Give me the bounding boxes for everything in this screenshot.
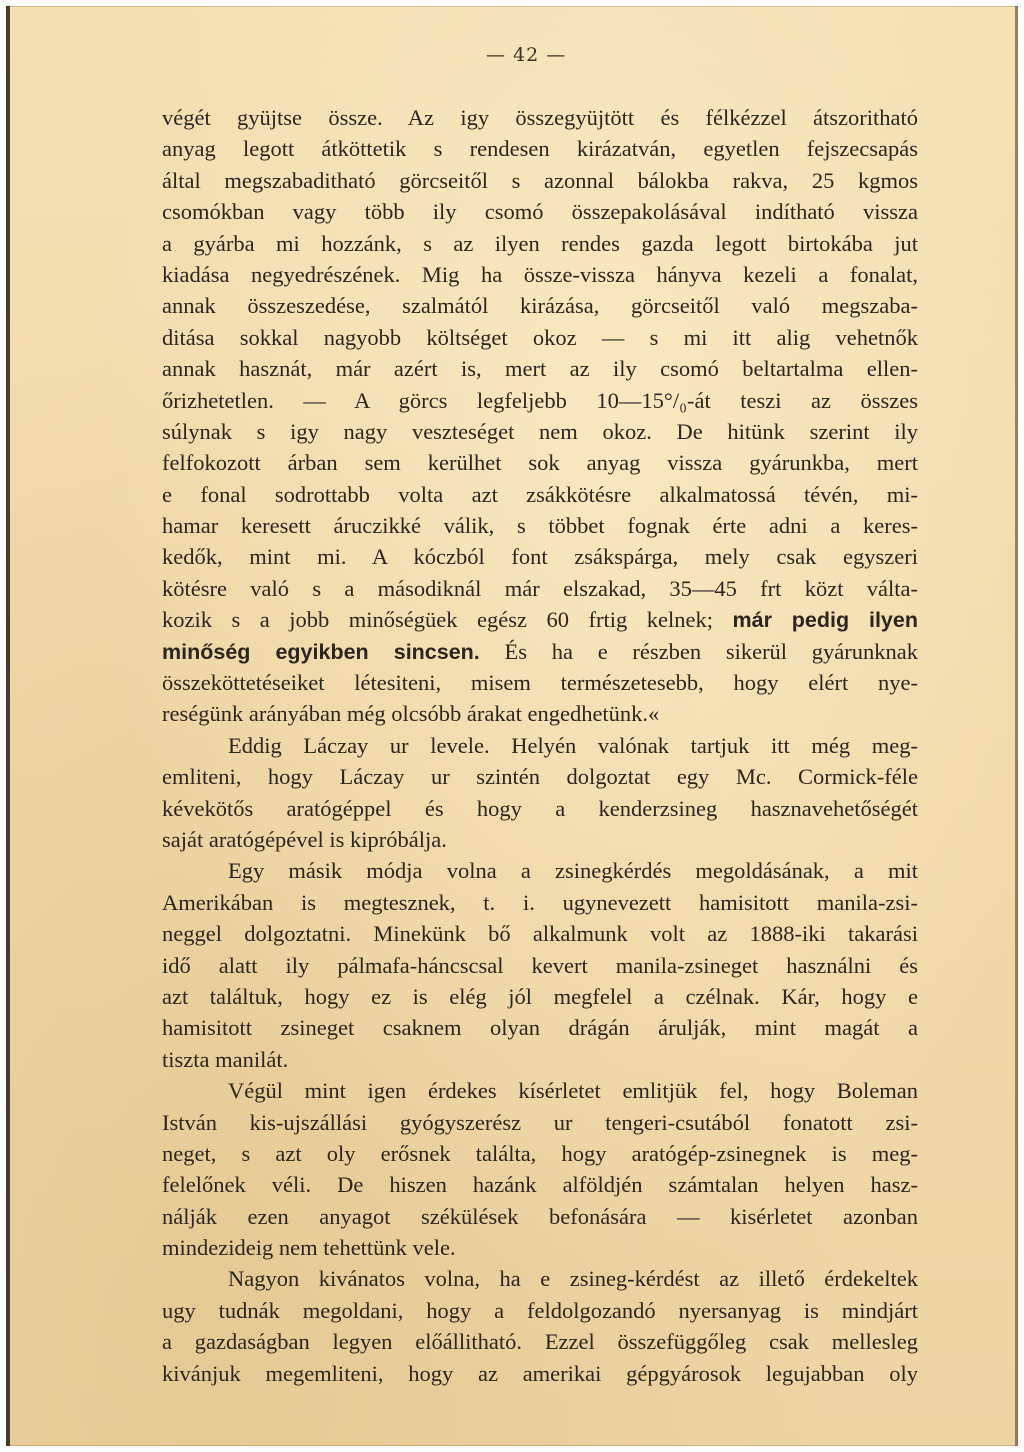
text-line: mindezideig nem tehettünk vele. <box>162 1235 456 1261</box>
text-line: Amerikában is megtesznek, t. i. ugynevezett hamisitott manila-zsi- <box>162 889 918 915</box>
text-run: És ha e részben sikerül gyárunknak <box>479 638 918 664</box>
text-line: István kis-ujszállási gyógyszerész ur tengeri-csutából fonatott zsi- <box>162 1109 918 1135</box>
text-line: kévekötős aratógéppel és hogy a kenderzsineg hasznavehetőségét <box>162 795 918 821</box>
text-line: annak hasznát, már azért is, mert az ily csomó beltartalma ellen- <box>162 356 918 382</box>
text-line: kiadása negyedrészének. Mig ha össze-vissza hányva kezeli a fonalat, <box>162 261 918 287</box>
page-number: — 42 — <box>486 44 567 66</box>
text-line: Eddig Láczay ur levele. Helyén valónak tartjuk itt még meg- <box>228 732 918 758</box>
text-line: felfokozott árban sem kerülhet sok anyag vissza gyárunkba, mert <box>162 450 918 476</box>
text-line: kedők, mint mi. A kóczból font zsákspárga, mely csak egyszeri <box>162 544 918 570</box>
text-line: csomókban vagy több ily csomó összepakolásával indítható vissza <box>162 199 918 225</box>
text-line: összeköttetéseiket létesiteni, misem természetesebb, hogy elért nye- <box>162 670 918 696</box>
text-line: által megszabaditható görcseitől s azonnal bálokba rakva, 25 kgmos <box>162 167 918 193</box>
text-line: annak összeszedése, szalmától kirázása, görcseitől való megszaba- <box>162 293 918 319</box>
text-line: kivánjuk megemliteni, hogy az amerikai gépgyárosok legujabban oly <box>162 1360 918 1386</box>
paragraph <box>162 1075 918 1263</box>
text-line: őrizhetetlen. — A görcs legfeljebb 10—15°/₀-át teszi az összes <box>162 387 918 413</box>
text-line: a gazdaságban legyen előállitható. Ezzel összefüggőleg csak mellesleg <box>162 1329 918 1355</box>
text-line: e fonal sodrottabb volta azt zsákkötésre alkalmatossá tévén, mi- <box>162 481 918 507</box>
bold-text-run: minőség egyikben sincsen. <box>162 639 480 664</box>
text-run: kozik s a jobb minőségüek egész 60 frtig kelnek; <box>162 607 733 633</box>
paragraph <box>162 102 918 730</box>
text-line-mixed <box>162 604 918 635</box>
text-line: emliteni, hogy Láczay ur szintén dolgoztat egy Mc. Cormick-féle <box>162 764 918 790</box>
page-edge-right <box>1015 6 1018 1446</box>
text-line: Végül mint igen érdekes kísérletet emlitjük fel, hogy Boleman <box>228 1078 918 1104</box>
text-line: idő alatt ily pálmafa-háncscsal kevert manila-zsineget használni és <box>162 952 918 978</box>
text-line: ugy tudnák megoldani, hogy a feldolgozandó nyersanyag is mindjárt <box>162 1297 918 1323</box>
body-text <box>162 102 918 1389</box>
bold-text-run: már pedig ilyen <box>732 608 918 633</box>
paragraph <box>162 1263 918 1389</box>
text-line: hamar keresett áruczikké válik, s többet fognak érte adni a keres- <box>162 513 918 539</box>
text-line: felelőnek véli. De hiszen hazánk alföldjén számtalan helyen hasz- <box>162 1172 918 1198</box>
text-line: súlynak s igy nagy veszteséget nem okoz. De hitünk szerint ily <box>162 418 918 444</box>
text-line: saját aratógépével is kipróbálja. <box>162 826 447 852</box>
text-line: reségünk arányában még olcsóbb árakat engedhetünk.« <box>162 701 660 727</box>
paragraph <box>162 855 918 1075</box>
text-line: hamisitott zsineget csaknem olyan drágán árulják, mint magát a <box>162 1015 918 1041</box>
text-line: kötésre való s a másodiknál már elszakad, 35—45 frt közt válta- <box>162 575 918 601</box>
text-line: ditása sokkal nagyobb költséget okoz — s mi itt alig vehetnők <box>162 324 918 350</box>
paragraph <box>162 730 918 856</box>
text-line: nálják ezen anyagot székülések befonására — kisérletet azonban <box>162 1203 918 1229</box>
text-line-mixed <box>162 636 918 667</box>
text-line: neget, s azt oly erősnek találta, hogy aratógép-zsinegnek is meg- <box>162 1140 918 1166</box>
text-line: azt találtuk, hogy ez is elég jól megfelel a czélnak. Kár, hogy e <box>162 983 918 1009</box>
text-line: Nagyon kivánatos volna, ha e zsineg-kérdést az illető érdekeltek <box>228 1266 918 1292</box>
text-line: Egy másik módja volna a zsinegkérdés megoldásának, a mit <box>228 858 918 884</box>
text-line: neggel dolgoztatni. Minekünk bő alkalmunk volt az 1888-iki takarási <box>162 921 918 947</box>
text-line: végét gyüjtse össze. Az igy összegyüjtött és félkézzel átszoritható <box>162 105 918 130</box>
page-edge-left <box>6 6 10 1446</box>
text-line: tiszta manilát. <box>162 1046 289 1072</box>
text-line: anyag legott átköttetik s rendesen kirázatván, egyetlen fejszecsapás <box>162 136 918 162</box>
text-line: a gyárba mi hozzánk, s az ilyen rendes gazda legott birtokába jut <box>162 230 918 256</box>
